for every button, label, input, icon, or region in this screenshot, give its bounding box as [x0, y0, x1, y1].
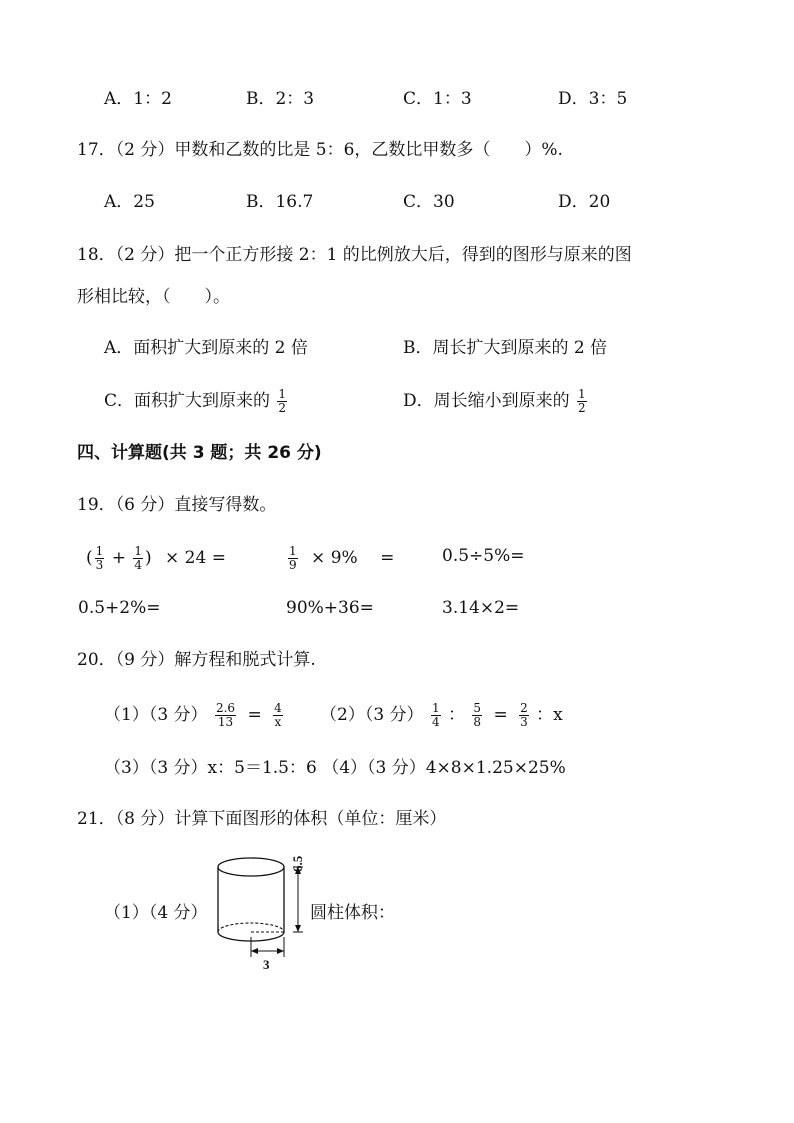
cylinder-bottom-back — [218, 923, 284, 932]
q17-option-a: A．25 — [104, 192, 155, 212]
q20-part1 — [104, 702, 285, 729]
q19-expr-3: 0.5÷5%= — [442, 546, 525, 566]
cylinder-volume-label: 圆柱体积： — [310, 903, 395, 923]
q17-text: 17．（2 分）甲数和乙数的比是 5：6，乙数比甲数多（ ）%. — [77, 140, 563, 160]
q18-option-a: A．面积扩大到原来的 2 倍 — [104, 338, 308, 358]
q18-option-d-text: D．周长缩小到原来的 — [403, 391, 570, 411]
equals-sign: = — [493, 705, 508, 725]
plus-sign: + — [111, 548, 126, 568]
fraction-denominator: 8 — [473, 715, 482, 729]
q18-option-d — [403, 388, 589, 415]
q18-option-c — [104, 388, 289, 415]
fraction-denominator: 4 — [431, 715, 440, 729]
q16-option-d: D．3：5 — [558, 89, 628, 109]
q17-option-c: C．30 — [403, 192, 455, 212]
fraction-numerator: 2.6 — [215, 701, 236, 715]
part-label: （2）（3 分） — [320, 705, 424, 725]
fraction-numerator: 1 — [289, 544, 297, 558]
q16-option-c: C．1：3 — [403, 89, 472, 109]
q21-title: 21．（8 分）计算下面图形的体积（单位：厘米） — [77, 809, 447, 829]
fraction-denominator: x — [274, 715, 282, 729]
q19-expr-5: 90%+36= — [286, 598, 374, 618]
q17-option-d: D．20 — [558, 192, 611, 212]
fraction-numerator: 5 — [473, 701, 482, 715]
fraction-numerator: 1 — [578, 387, 586, 401]
q20-parts-3-4: （3）（3 分）x：5＝1.5：6 （4）（3 分）4×8×1.25×25% — [104, 758, 566, 778]
expr-tail: × 24 = — [165, 548, 226, 568]
fraction-denominator: 13 — [217, 715, 234, 729]
q17-option-b: B．16.7 — [246, 192, 314, 212]
q18-half-fraction — [277, 388, 287, 415]
q19-expr-2 — [286, 545, 394, 572]
fraction-one-third — [95, 545, 105, 572]
q18-option-b: B．周长扩大到原来的 2 倍 — [403, 338, 608, 358]
fraction-denominator: 9 — [289, 558, 297, 572]
fraction-2-over-3 — [519, 702, 529, 729]
q16-option-a: A．1：2 — [104, 89, 172, 109]
fraction-5-over-8 — [472, 702, 482, 729]
ratio-colon: ： — [448, 705, 465, 725]
fraction-denominator: 3 — [520, 715, 528, 729]
q19-title: 19．（6 分）直接写得数。 — [77, 495, 277, 515]
fraction-numerator: 1 — [278, 387, 287, 401]
q19-expr-4: 0.5+2%= — [78, 598, 161, 618]
fraction-one-ninth — [288, 545, 298, 572]
q18-line2: 形相比较，（ ）。 — [77, 287, 230, 307]
q20-title: 20．（9 分）解方程和脱式计算. — [77, 650, 316, 670]
close-paren: ) — [144, 548, 152, 568]
fraction-denominator: 2 — [278, 401, 287, 415]
section-heading: 四、计算题(共 3 题；共 26 分) — [77, 443, 322, 463]
q20-part2 — [320, 702, 563, 729]
fraction-denominator: 4 — [134, 558, 142, 572]
expr-tail: ：x — [536, 705, 563, 725]
fraction-denominator: 3 — [95, 558, 104, 572]
cylinder-top — [218, 858, 284, 876]
fraction-one-quarter — [133, 545, 143, 572]
q21-part1-label: （1）（4 分） — [104, 903, 208, 923]
fraction-1-over-4 — [431, 702, 441, 729]
q19-expr-6: 3.14×2= — [442, 598, 520, 618]
fraction-numerator: 1 — [431, 701, 440, 715]
q18-line1: 18．（2 分）把一个正方形接 2：1 的比例放大后，得到的图形与原来的图 — [77, 245, 632, 265]
fraction-denominator: 2 — [578, 401, 586, 415]
fraction-numerator: 4 — [274, 701, 282, 715]
fraction-numerator: 1 — [95, 544, 104, 558]
fraction-numerator: 1 — [134, 544, 142, 558]
equals-sign: = — [247, 705, 262, 725]
q16-option-b: B．2：3 — [246, 89, 315, 109]
fraction-numerator: 2 — [520, 701, 528, 715]
q19-expr-1 — [86, 545, 226, 572]
open-paren: ( — [86, 548, 93, 568]
fraction-2-6-over-13 — [215, 702, 236, 729]
part-label: （1）（3 分） — [104, 705, 208, 725]
q18-half-fraction — [577, 388, 587, 415]
radius-label: 3 — [263, 957, 270, 972]
height-label: 6.5 — [290, 855, 305, 872]
fraction-4-over-x — [273, 702, 283, 729]
q18-option-c-text: C．面积扩大到原来的 — [104, 391, 271, 411]
expr-tail: × 9% = — [311, 548, 395, 568]
